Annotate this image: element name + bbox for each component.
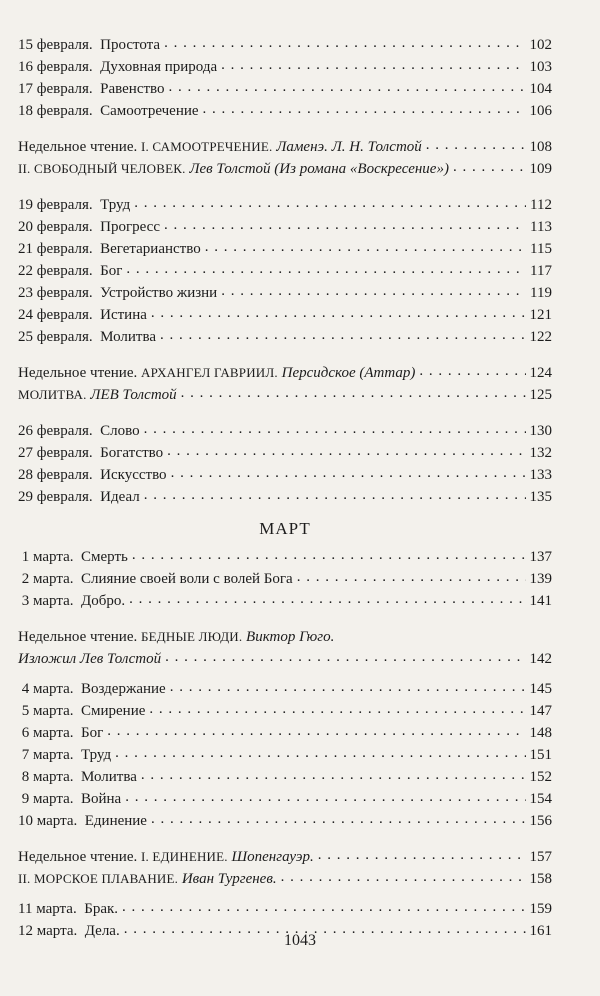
page-number: 108 [529, 139, 552, 155]
page-number: 102 [529, 37, 552, 53]
page-number: 161 [529, 923, 552, 939]
page-number: 159 [529, 901, 552, 917]
page-number: 145 [529, 681, 552, 697]
dot-leader [205, 236, 526, 258]
page-number: 122 [529, 329, 552, 345]
page-number: 135 [529, 489, 552, 505]
page-number: 148 [529, 725, 552, 741]
weekly-reading-2 [18, 362, 552, 406]
weekly-reading-entry [18, 626, 552, 648]
table-of-contents [18, 34, 552, 942]
page-number: 125 [529, 387, 552, 403]
entry-title: Брак. [84, 901, 119, 917]
weekly-reading-entry [18, 362, 552, 384]
entry-title: Истина [100, 307, 147, 323]
reading-title: АРХАНГЕЛ ГАВРИИЛ. [141, 365, 278, 380]
page-number: 154 [529, 791, 552, 807]
entry-title: Бог [81, 725, 104, 741]
toc-entry [18, 744, 552, 766]
entry-date: 11 марта. [18, 901, 77, 917]
entry-title: Смирение [81, 703, 146, 719]
weekly-reading-entry [18, 868, 552, 890]
page-number: 117 [530, 263, 552, 279]
dot-leader [318, 844, 526, 866]
toc-entry [18, 56, 552, 78]
page-number: 112 [530, 197, 552, 213]
weekly-reading-1 [18, 136, 552, 180]
toc-entry [18, 678, 552, 700]
toc-entry [18, 766, 552, 788]
entry-title: Равенство [100, 81, 165, 97]
reading-title: I. САМООТРЕЧЕНИЕ. [141, 139, 273, 154]
page-number: 133 [529, 467, 552, 483]
dot-leader [132, 544, 526, 566]
dot-leader [169, 76, 526, 98]
dot-leader [426, 134, 526, 156]
toc-group-feb-c [18, 420, 552, 508]
toc-group-feb-b [18, 194, 552, 348]
toc-entry [18, 700, 552, 722]
toc-group-feb-a [18, 34, 552, 122]
weekly-reading-3 [18, 626, 552, 670]
dot-leader [122, 896, 525, 918]
entry-title: Труд [100, 197, 131, 213]
entry-date: 6 марта. [21, 725, 74, 741]
dot-leader [164, 32, 525, 54]
entry-title: Прогресс [100, 219, 160, 235]
weekly-reading-lead: Недельное чтение. [18, 139, 138, 155]
page-number: 139 [529, 571, 552, 587]
weekly-reading-lead: Недельное чтение. [18, 629, 138, 645]
entry-title: Дела. [84, 923, 120, 939]
toc-entry [18, 568, 552, 590]
reading-author: Изложил Лев Толстой [18, 651, 162, 667]
reading-title: МОЛИТВА. [18, 387, 87, 402]
page-number: 156 [529, 813, 552, 829]
entry-date: 22 февраля. [18, 263, 93, 279]
toc-entry [18, 34, 552, 56]
dot-leader [125, 786, 525, 808]
page-number: 115 [530, 241, 552, 257]
entry-title: Смерть [81, 549, 128, 565]
dot-leader [107, 720, 525, 742]
entry-title: Единение [84, 813, 147, 829]
toc-entry [18, 464, 552, 486]
reading-title: II. МОРСКОЕ ПЛАВАНИЕ. [18, 871, 179, 886]
toc-entry [18, 722, 552, 744]
page-number: 152 [529, 769, 552, 785]
entry-title: Вегетарианство [100, 241, 201, 257]
page-number: 104 [529, 81, 552, 97]
dot-leader [453, 156, 526, 178]
entry-title: Устройство жизни [100, 285, 218, 301]
entry-date: 12 марта. [18, 923, 78, 939]
page-number: 109 [529, 161, 552, 177]
dot-leader [171, 462, 526, 484]
reading-author: Персидское (Аттар) [281, 365, 416, 381]
weekly-reading-lead: Недельное чтение. [18, 849, 138, 865]
toc-group-mar-b [18, 678, 552, 832]
dot-leader [134, 192, 526, 214]
weekly-reading-entry-continued [18, 648, 552, 670]
entry-date: 7 марта. [21, 747, 74, 763]
dot-leader [281, 866, 526, 888]
reading-author: Лев Толстой (Из романа «Воскресение») [189, 161, 449, 177]
toc-entry [18, 238, 552, 260]
toc-entry [18, 100, 552, 122]
weekly-reading-entry [18, 384, 552, 406]
dot-leader [221, 54, 525, 76]
dot-leader [115, 742, 525, 764]
entry-date: 21 февраля. [18, 241, 93, 257]
dot-leader [203, 98, 526, 120]
weekly-reading-lead: Недельное чтение. [18, 365, 138, 381]
page-number: 130 [529, 423, 552, 439]
weekly-reading-entry [18, 846, 552, 868]
entry-date: 25 февраля. [18, 329, 93, 345]
entry-date: 9 марта. [21, 791, 74, 807]
page-number: 151 [529, 747, 552, 763]
reading-title: I. ЕДИНЕНИЕ. [141, 849, 228, 864]
page-number: 137 [529, 549, 552, 565]
entry-title: Богатство [100, 445, 164, 461]
page-number: 132 [529, 445, 552, 461]
page-number: 157 [529, 849, 552, 865]
entry-date: 4 марта. [21, 681, 74, 697]
dot-leader [151, 302, 526, 324]
dot-leader [144, 418, 526, 440]
reading-author: Шопенгауэр. [231, 849, 314, 865]
entry-date: 16 февраля. [18, 59, 93, 75]
page-number: 147 [529, 703, 552, 719]
entry-title: Самоотречение [100, 103, 199, 119]
entry-title: Слово [100, 423, 140, 439]
entry-date: 17 февраля. [18, 81, 93, 97]
reading-author: ЛЕВ Толстой [90, 387, 177, 403]
toc-entry [18, 546, 552, 568]
month-heading: МАРТ [259, 519, 311, 538]
page-number: 124 [529, 365, 552, 381]
weekly-reading-entry [18, 136, 552, 158]
dot-leader [165, 646, 525, 668]
entry-title: Молитва [81, 769, 137, 785]
entry-title: Искусство [100, 467, 167, 483]
dot-leader [170, 676, 526, 698]
page-number: 119 [530, 285, 552, 301]
dot-leader [181, 382, 526, 404]
entry-title: Слияние своей воли с волей Бога [81, 571, 293, 587]
weekly-reading-entry [18, 158, 552, 180]
toc-entry [18, 420, 552, 442]
toc-entry [18, 260, 552, 282]
toc-entry [18, 590, 552, 612]
entry-title: Война [81, 791, 122, 807]
entry-title: Труд [81, 747, 112, 763]
entry-date: 23 февраля. [18, 285, 93, 301]
dot-leader [141, 764, 526, 786]
dot-leader [167, 440, 525, 462]
toc-entry [18, 486, 552, 508]
entry-date: 1 марта. [21, 549, 74, 565]
entry-title: Духовная природа [100, 59, 218, 75]
page-number: 103 [529, 59, 552, 75]
entry-date: 29 февраля. [18, 489, 93, 505]
page-folio: 1043 [284, 932, 316, 949]
entry-date: 3 марта. [21, 593, 74, 609]
entry-title: Бог [100, 263, 123, 279]
dot-leader [164, 214, 526, 236]
toc-entry [18, 78, 552, 100]
dot-leader [151, 808, 526, 830]
entry-title: Простота [100, 37, 161, 53]
entry-title: Идеал [100, 489, 140, 505]
dot-leader [129, 588, 525, 610]
entry-date: 26 февраля. [18, 423, 93, 439]
weekly-reading-4 [18, 846, 552, 890]
entry-date: 28 февраля. [18, 467, 93, 483]
dot-leader [126, 258, 526, 280]
entry-date: 10 марта. [18, 813, 78, 829]
entry-date: 18 февраля. [18, 103, 93, 119]
toc-entry [18, 194, 552, 216]
entry-date: 20 февраля. [18, 219, 93, 235]
entry-title: Воздержание [81, 681, 166, 697]
page-number: 158 [529, 871, 552, 887]
dot-leader [144, 484, 526, 506]
reading-author: Ламенэ. Л. Н. Толстой [276, 139, 422, 155]
toc-entry [18, 442, 552, 464]
entry-date: 15 февраля. [18, 37, 93, 53]
toc-entry [18, 282, 552, 304]
reading-author: Иван Тургенев. [181, 871, 277, 887]
dot-leader [297, 566, 526, 588]
entry-date: 24 февраля. [18, 307, 93, 323]
entry-date: 19 февраля. [18, 197, 93, 213]
toc-entry [18, 810, 552, 832]
reading-title: II. СВОБОДНЫЙ ЧЕЛОВЕК. [18, 161, 186, 176]
dot-leader [419, 360, 525, 382]
entry-date: 5 марта. [21, 703, 74, 719]
page-number: 121 [529, 307, 552, 323]
toc-entry [18, 898, 552, 920]
page-number: 106 [529, 103, 552, 119]
dot-leader [221, 280, 526, 302]
toc-group-mar-a [18, 546, 552, 612]
page-number: 141 [529, 593, 552, 609]
entry-title: Молитва [100, 329, 157, 345]
toc-entry [18, 788, 552, 810]
entry-title: Добро. [81, 593, 126, 609]
reading-title: БЕДНЫЕ ЛЮДИ. [141, 629, 243, 644]
toc-entry [18, 304, 552, 326]
toc-entry [18, 216, 552, 238]
entry-date: 27 февраля. [18, 445, 93, 461]
page-number: 113 [530, 219, 552, 235]
dot-leader [149, 698, 525, 720]
entry-date: 8 марта. [21, 769, 74, 785]
dot-leader [160, 324, 525, 346]
reading-author: Виктор Гюго. [246, 629, 335, 645]
page-number: 142 [529, 651, 552, 667]
toc-entry [18, 326, 552, 348]
entry-date: 2 марта. [21, 571, 74, 587]
